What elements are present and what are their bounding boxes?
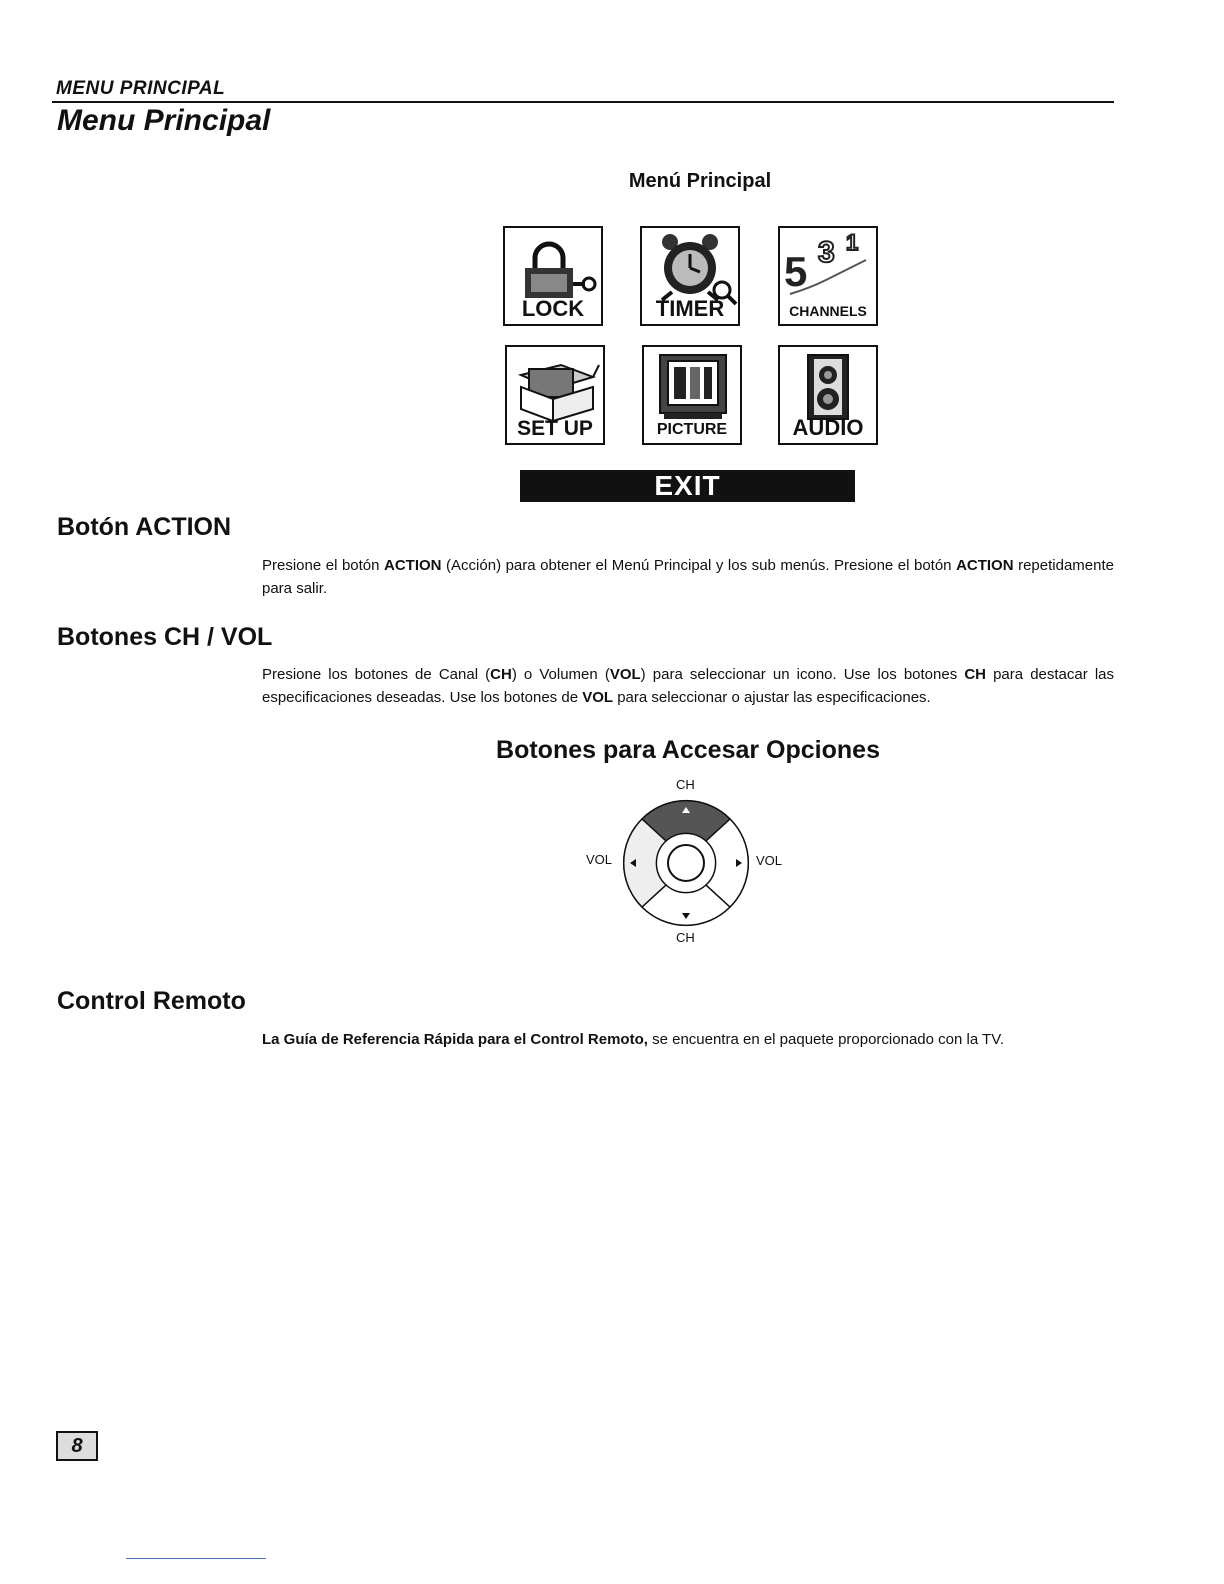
chvol-text-2: ) o Volumen ( bbox=[511, 666, 610, 683]
setup-label: SET UP bbox=[517, 417, 593, 440]
chvol-text-1: Presione los botones de Canal ( bbox=[262, 666, 491, 683]
vol-right-label: VOL bbox=[756, 853, 783, 868]
chvol-bold-1: CH bbox=[490, 666, 512, 683]
action-text-1: Presione el botón bbox=[262, 557, 385, 574]
access-heading: Botones para Accesar Opciones bbox=[496, 736, 880, 764]
lock-tile bbox=[503, 226, 603, 326]
ch-top-label: CH bbox=[676, 777, 695, 792]
chvol-text-4: para destacar las especificaciones deseadas. Use los botones de bbox=[262, 666, 1115, 706]
direction-pad-icon bbox=[620, 795, 752, 931]
remote-paragraph bbox=[262, 1028, 1114, 1051]
chvol-section-title bbox=[57, 623, 272, 652]
chvol-bold-3: CH bbox=[964, 666, 986, 683]
picture-tile bbox=[642, 345, 742, 445]
channels-label: CHANNELS bbox=[789, 303, 867, 319]
action-text-2: (Acción) para obtener el Menú Principal y los sub menús. Presione el botón bbox=[441, 557, 957, 574]
chvol-bold-2: VOL bbox=[609, 666, 641, 683]
action-paragraph bbox=[262, 554, 1114, 600]
picture-label: PICTURE bbox=[656, 421, 728, 438]
page-title: Menu Principal bbox=[57, 104, 271, 137]
action-text-3: repetidamente para salir. bbox=[262, 557, 1114, 597]
chvol-paragraph bbox=[262, 663, 1114, 709]
remote-section-title bbox=[57, 987, 246, 1016]
setup-tile bbox=[505, 345, 605, 445]
header-rule bbox=[52, 101, 1114, 103]
audio-label: AUDIO bbox=[792, 415, 864, 440]
menu-diagram-heading: Menú Principal bbox=[628, 170, 772, 192]
svg-text:1: 1 bbox=[846, 230, 859, 255]
action-title: Botón ACTION bbox=[57, 513, 232, 541]
timer-label: TIMER bbox=[655, 296, 725, 321]
svg-text:5: 5 bbox=[784, 248, 808, 295]
exit-bar: EXIT bbox=[520, 470, 855, 502]
chvol-title: Botones CH / VOL bbox=[57, 623, 273, 651]
page-number: 8 bbox=[56, 1431, 98, 1461]
footer-rule bbox=[126, 1558, 266, 1559]
chvol-bold-4: VOL bbox=[582, 689, 614, 706]
audio-tile bbox=[778, 345, 878, 445]
svg-text:3: 3 bbox=[818, 236, 835, 269]
ch-bottom-label: CH bbox=[676, 930, 695, 945]
timer-tile bbox=[640, 226, 740, 326]
channels-tile bbox=[778, 226, 878, 326]
remote-text-1: se encuentra en el paquete proporcionado con la TV. bbox=[647, 1031, 1005, 1048]
action-bold-2: ACTION bbox=[956, 557, 1014, 574]
section-label: MENU PRINCIPAL bbox=[56, 78, 226, 99]
remote-title: Control Remoto bbox=[57, 987, 246, 1015]
lock-label: LOCK bbox=[521, 296, 585, 321]
vol-left-label: VOL bbox=[586, 852, 613, 867]
chvol-text-5: para seleccionar o ajustar las especificaciones. bbox=[613, 689, 931, 706]
remote-bold-1: La Guía de Referencia Rápida para el Control Remoto, bbox=[262, 1031, 648, 1048]
chvol-text-3: ) para seleccionar un icono. Use los botones bbox=[640, 666, 965, 683]
action-bold-1: ACTION bbox=[384, 557, 442, 574]
action-section-title bbox=[57, 513, 231, 542]
